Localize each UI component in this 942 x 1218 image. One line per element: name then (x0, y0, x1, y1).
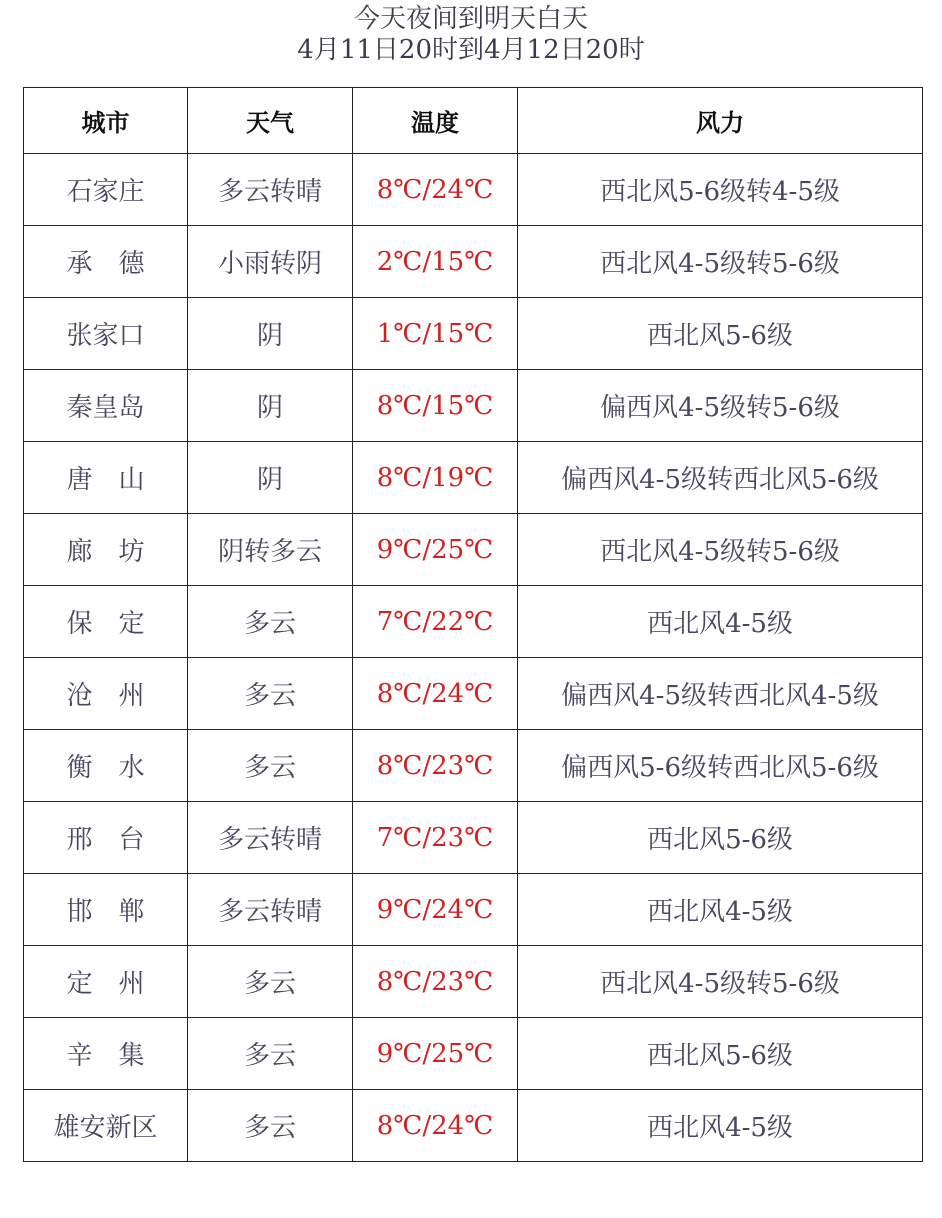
table-row (24, 514, 923, 586)
temperature-cell: 8℃/15℃ (353, 370, 518, 442)
weather-cell: 多云转晴 (188, 154, 353, 226)
wind-cell: 西北风5-6级 (518, 802, 923, 874)
temperature-cell: 8℃/23℃ (353, 730, 518, 802)
title-line-1: 今天夜间到明天白天 (353, 4, 588, 34)
header-wind: 风力 (518, 88, 923, 154)
weather-cell: 阴 (188, 298, 353, 370)
temperature-cell: 9℃/25℃ (353, 514, 518, 586)
title-line-2: 4月11日20时到4月12日20时 (297, 35, 645, 65)
weather-cell: 小雨转阴 (188, 226, 353, 298)
table-row (24, 298, 923, 370)
table-row (24, 1090, 923, 1162)
city-cell: 唐 山 (24, 442, 188, 514)
table-row (24, 1018, 923, 1090)
weather-cell: 多云 (188, 730, 353, 802)
table-row (24, 730, 923, 802)
temperature-cell: 8℃/24℃ (353, 154, 518, 226)
weather-cell: 阴转多云 (188, 514, 353, 586)
temperature-cell: 2℃/15℃ (353, 226, 518, 298)
temperature-cell: 8℃/23℃ (353, 946, 518, 1018)
city-cell: 石家庄 (24, 154, 188, 226)
weather-cell: 阴 (188, 442, 353, 514)
weather-cell: 多云 (188, 658, 353, 730)
table-row (24, 370, 923, 442)
weather-cell: 多云 (188, 586, 353, 658)
weather-cell: 多云 (188, 1018, 353, 1090)
city-cell: 辛 集 (24, 1018, 188, 1090)
table-row (24, 586, 923, 658)
temperature-cell: 7℃/22℃ (353, 586, 518, 658)
table-row (24, 658, 923, 730)
city-cell: 衡 水 (24, 730, 188, 802)
city-cell: 廊 坊 (24, 514, 188, 586)
city-cell: 雄安新区 (24, 1090, 188, 1162)
temperature-cell: 9℃/25℃ (353, 1018, 518, 1090)
forecast-table (23, 87, 923, 1162)
table-row (24, 874, 923, 946)
table-row (24, 946, 923, 1018)
city-cell: 沧 州 (24, 658, 188, 730)
table-row (24, 154, 923, 226)
wind-cell: 西北风5-6级 (518, 1018, 923, 1090)
city-cell: 承 德 (24, 226, 188, 298)
header-weather: 天气 (188, 88, 353, 154)
weather-cell: 阴 (188, 370, 353, 442)
wind-cell: 西北风4-5级 (518, 1090, 923, 1162)
weather-cell: 多云转晴 (188, 802, 353, 874)
wind-cell: 西北风4-5级 (518, 586, 923, 658)
city-cell: 秦皇岛 (24, 370, 188, 442)
forecast-title (0, 4, 942, 66)
weather-cell: 多云 (188, 1090, 353, 1162)
city-cell: 保 定 (24, 586, 188, 658)
temperature-cell: 9℃/24℃ (353, 874, 518, 946)
weather-cell: 多云转晴 (188, 874, 353, 946)
wind-cell: 偏西风4-5级转西北风4-5级 (518, 658, 923, 730)
table-row (24, 802, 923, 874)
table-row (24, 226, 923, 298)
wind-cell: 西北风4-5级 (518, 874, 923, 946)
table-row (24, 442, 923, 514)
temperature-cell: 1℃/15℃ (353, 298, 518, 370)
city-cell: 邯 郸 (24, 874, 188, 946)
city-cell: 邢 台 (24, 802, 188, 874)
temperature-cell: 8℃/19℃ (353, 442, 518, 514)
city-cell: 定 州 (24, 946, 188, 1018)
temperature-cell: 7℃/23℃ (353, 802, 518, 874)
wind-cell: 西北风5-6级 (518, 298, 923, 370)
wind-cell: 偏西风5-6级转西北风5-6级 (518, 730, 923, 802)
wind-cell: 西北风4-5级转5-6级 (518, 514, 923, 586)
header-temperature: 温度 (353, 88, 518, 154)
table-header-row (24, 88, 923, 154)
temperature-cell: 8℃/24℃ (353, 658, 518, 730)
header-city: 城市 (24, 88, 188, 154)
wind-cell: 西北风4-5级转5-6级 (518, 946, 923, 1018)
wind-cell: 偏西风4-5级转西北风5-6级 (518, 442, 923, 514)
temperature-cell: 8℃/24℃ (353, 1090, 518, 1162)
wind-cell: 西北风5-6级转4-5级 (518, 154, 923, 226)
weather-cell: 多云 (188, 946, 353, 1018)
city-cell: 张家口 (24, 298, 188, 370)
wind-cell: 偏西风4-5级转5-6级 (518, 370, 923, 442)
wind-cell: 西北风4-5级转5-6级 (518, 226, 923, 298)
